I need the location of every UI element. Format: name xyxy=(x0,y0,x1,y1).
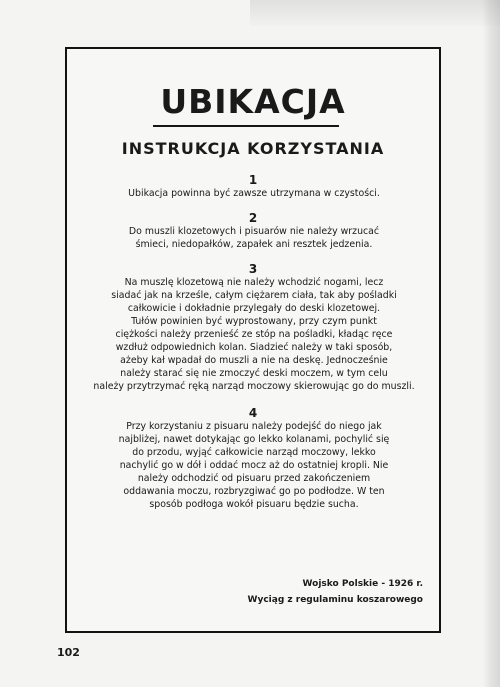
scan-shadow xyxy=(250,0,500,26)
section-number-1: 1 xyxy=(248,173,258,187)
document-subtitle: INSTRUKCJA KORZYSTANIA xyxy=(121,139,385,158)
section-4-text xyxy=(89,420,419,511)
section-2-line: śmieci, niedopałków, zapałek ani resztek jedzenia. xyxy=(135,239,373,250)
signature-line-2: Wyciąg z regulaminu koszarowego xyxy=(247,595,423,605)
document-title: UBIKACJA xyxy=(160,82,346,121)
section-1-text xyxy=(89,187,419,200)
section-3-line: ażeby kał wpadał do muszli a nie na deskę. Jednocześnie xyxy=(120,355,388,366)
section-4-line: sposób podłoga wokół pisuaru będzie sucha. xyxy=(149,499,359,510)
section-1-line: Ubikacja powinna być zawsze utrzymana w czystości. xyxy=(128,188,380,199)
scan-edge xyxy=(482,0,500,687)
section-3-text xyxy=(89,276,419,393)
section-3-line: wzdłuż odpowiednich kolan. Siadzieć należy w taki sposób, xyxy=(115,342,393,353)
section-2-line: Do muszli klozetowych i pisuarów nie należy wrzucać xyxy=(128,226,380,237)
section-4-line: najbliżej, nawet dotykając go lekko kolanami, pochylić się xyxy=(118,434,390,445)
section-4-line: oddawania moczu, rozbryzgiwać go po podłodze. W ten xyxy=(123,486,385,497)
section-number-4: 4 xyxy=(248,406,258,420)
section-3-line: należy starać się nie zmoczyć deski moczem, w tym celu xyxy=(120,368,388,379)
section-3-line: należy przytrzymać ręką narząd moczowy skierowując go do muszli. xyxy=(93,381,415,392)
title-underline xyxy=(153,125,339,127)
section-4-line: do przodu, wyjąć całkowicie narząd moczowy, lekko xyxy=(132,447,376,458)
section-3-line: siadać jak na krześle, całym ciężarem ciała, tak aby pośladki xyxy=(111,290,397,301)
section-3-line: Tułów powinien być wyprostowany, przy czym punkt xyxy=(131,316,377,327)
document-frame xyxy=(65,47,441,633)
section-3-line: ciężkości należy przenieść ze stóp na pośladki, kładąc ręce xyxy=(115,329,393,340)
section-number-3: 3 xyxy=(248,262,258,276)
page-number: 102 xyxy=(57,646,80,659)
section-3-line: Na muszlę klozetową nie należy wchodzić nogami, lecz xyxy=(124,277,384,288)
section-2-text xyxy=(89,225,419,251)
signature-line-1: Wojsko Polskie - 1926 r. xyxy=(302,579,423,589)
section-4-line: nachylić go w dół i oddać mocz aż do ostatniej kropli. Nie xyxy=(119,460,389,471)
section-3-line: całkowicie i dokładnie przylegały do deski klozetowej. xyxy=(127,303,381,314)
section-4-line: należy odchodzić od pisuaru przed zakończeniem xyxy=(137,473,371,484)
section-4-line: Przy korzystaniu z pisuaru należy podejść do niego jak xyxy=(126,421,382,432)
section-number-2: 2 xyxy=(248,211,258,225)
